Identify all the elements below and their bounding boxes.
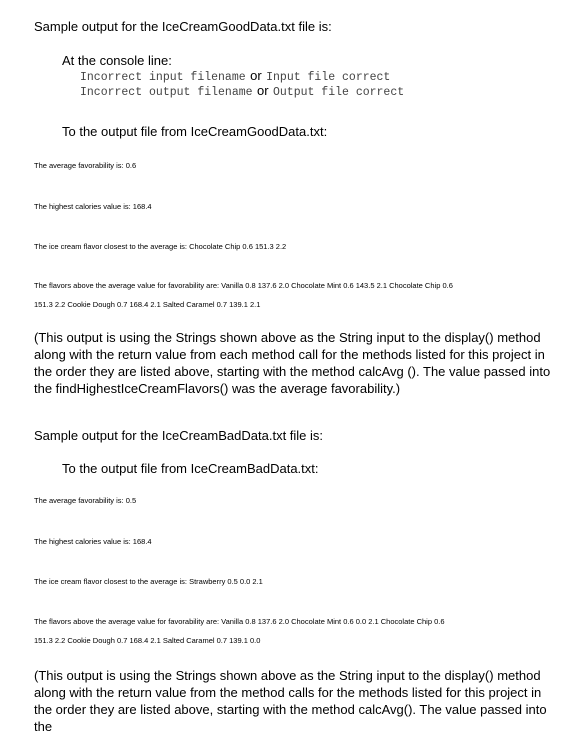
- console-line-2-or: or: [256, 83, 269, 98]
- console-line-2: [80, 82, 404, 100]
- bad-closest-flavor: The ice cream flavor closest to the average is: Strawberry 0.5 0.0 2.1: [34, 577, 263, 586]
- bad-data-heading: Sample output for the IceCreamBadData.txt file is:: [34, 428, 324, 443]
- good-above-average-line-1: The flavors above the average value for favorability are: Vanilla 0.8 137.6 2.0 Chocolate Mint 0.6 143.5 2.1 Chocolate Chip 0.6: [34, 281, 453, 290]
- good-above-average-line-2: 151.3 2.2 Cookie Dough 0.7 168.4 2.1 Salted Caramel 0.7 139.1 2.1: [34, 300, 261, 309]
- bad-average-favorability: The average favorability is: 0.5: [34, 496, 137, 505]
- bad-highest-calories: The highest calories value is: 168.4: [34, 537, 152, 546]
- console-line-1-or: or: [250, 68, 262, 83]
- good-output-file-label: To the output file from IceCreamGoodData.txt:: [62, 124, 328, 139]
- good-highest-calories: The highest calories value is: 168.4: [34, 202, 152, 211]
- good-explanation-paragraph: (This output is using the Strings shown above as the String input to the display() method along with the return value from each method call for the methods listed for this project in the order they are listed above, starting with the method calcAvg (). The value passed into the findHighestIceCreamFlavors() was the average favorability.): [34, 330, 551, 396]
- console-line-1-right: Input file correct: [266, 71, 391, 84]
- console-line-2-right: Output file correct: [273, 86, 405, 99]
- good-closest-flavor: The ice cream flavor closest to the average is: Chocolate Chip 0.6 151.3 2.2: [34, 242, 287, 251]
- good-data-heading: Sample output for the IceCreamGoodData.txt file is:: [34, 19, 332, 34]
- bad-above-average-line-2: 151.3 2.2 Cookie Dough 0.7 168.4 2.1 Salted Caramel 0.7 139.1 0.0: [34, 636, 261, 645]
- console-line-1-left: Incorrect input filename: [80, 71, 246, 84]
- bad-output-file-label: To the output file from IceCreamBadData.txt:: [62, 461, 319, 476]
- bad-explanation-paragraph: (This output is using the Strings shown above as the String input to the display() method along with the return value from the method calls for the methods listed for this project in the order they are listed above, starting with the method calcAvg(). The value passed into the: [34, 668, 547, 734]
- bad-above-average-line-1: The flavors above the average value for favorability are: Vanilla 0.8 137.6 2.0 Chocolate Mint 0.6 0.0 2.1 Chocolate Chip 0.6: [34, 617, 445, 626]
- good-average-favorability: The average favorability is: 0.6: [34, 161, 137, 170]
- console-line-2-left: Incorrect output filename: [80, 86, 253, 99]
- console-label: At the console line:: [62, 53, 172, 68]
